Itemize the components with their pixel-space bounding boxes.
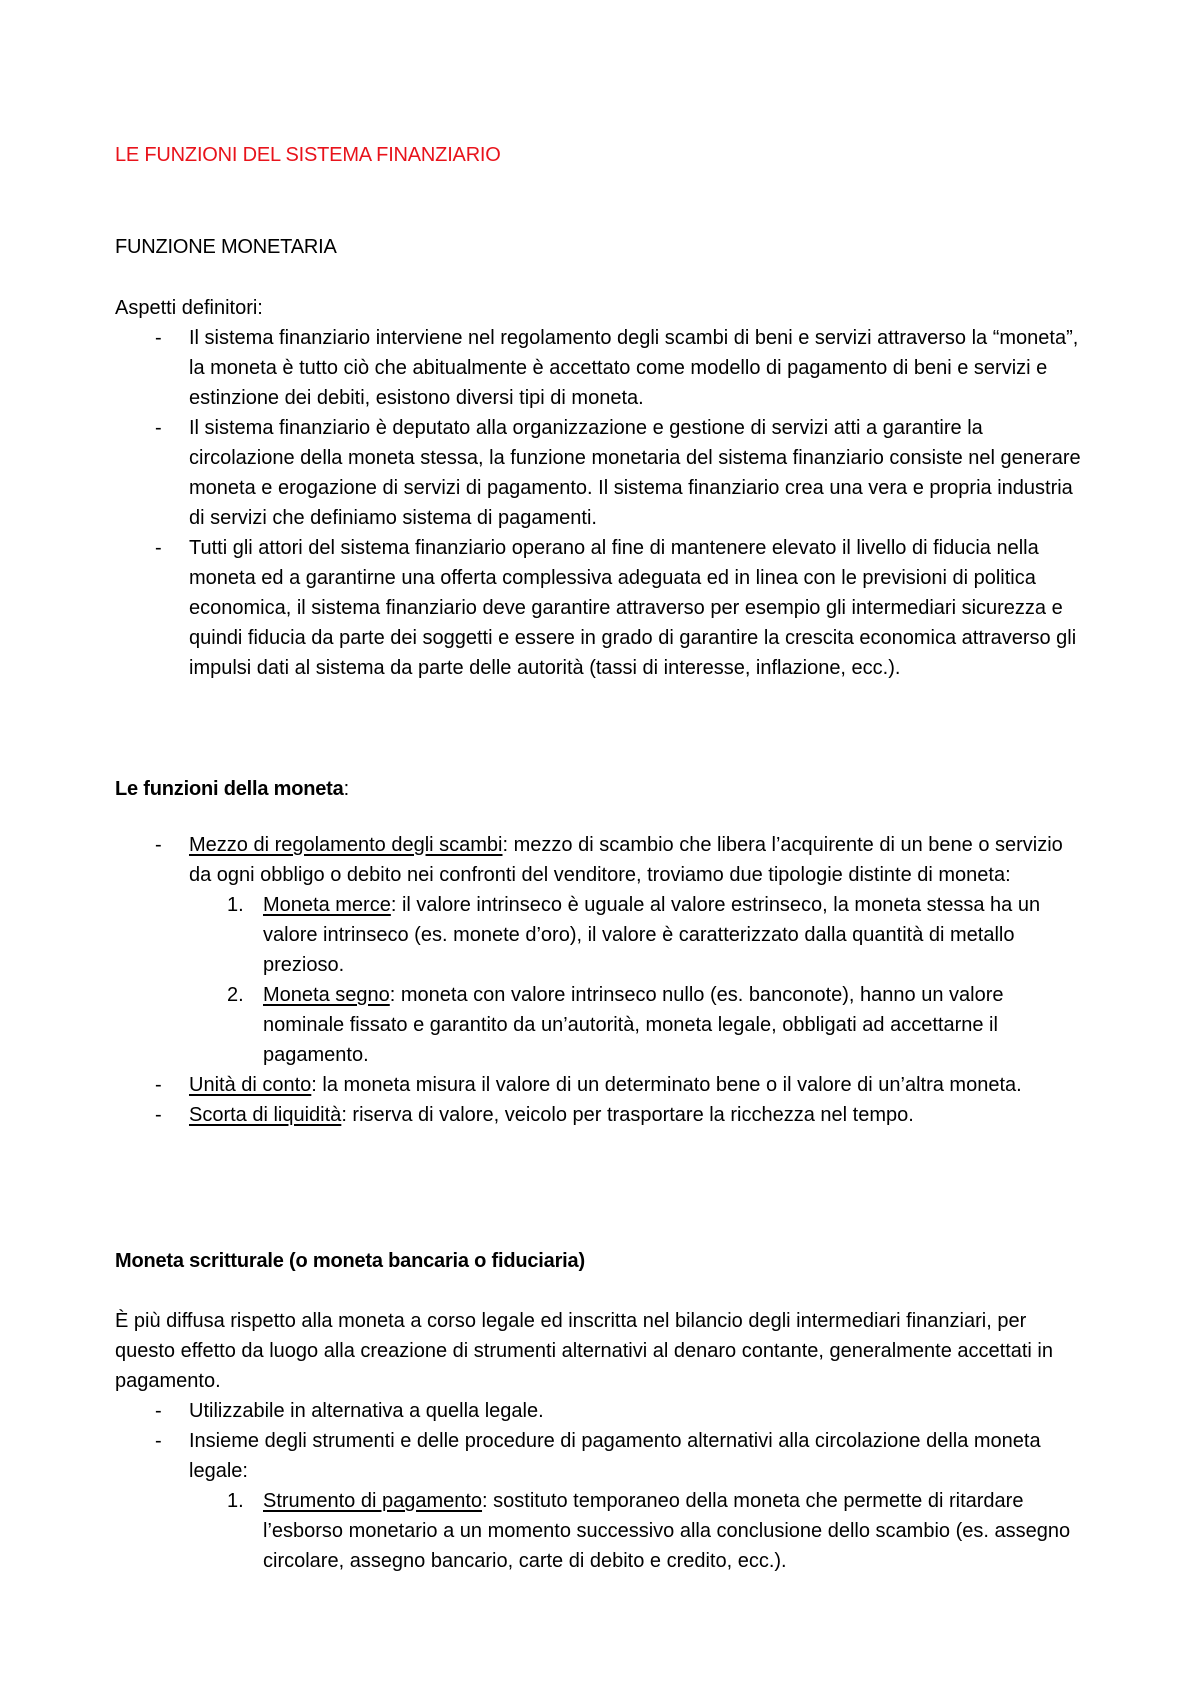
list-item bbox=[115, 1070, 1090, 1100]
numbered-item bbox=[189, 980, 1090, 1070]
term-description: : mezzo di scambio che libera l’acquirente di un bene o servizio da ogni obbligo o debito nei confronti del venditore, troviamo due tipologie distinte di moneta: bbox=[189, 834, 1063, 886]
heading-colon: : bbox=[343, 778, 349, 800]
item-number: 2. bbox=[227, 984, 244, 1006]
list-item: - Tutti gli attori del sistema finanziario operano al fine di mantenere elevato il livello di fiducia nella moneta ed a garantirne una offerta complessiva adeguata ed in linea con le previsioni di politica economica, il sistema finanziario deve garantire attraverso per esempio gli intermediari sicurezza e quindi fiducia da parte dei soggetti e essere in grado di garantire la crescita economica attraverso gli impulsi dati al sistema da parte delle autorità (tassi di interesse, inflazione, ecc.). bbox=[115, 533, 1090, 683]
term-moneta-segno: Moneta segno bbox=[263, 984, 390, 1006]
numbered-item bbox=[189, 1486, 1090, 1576]
list-item-text: Insieme degli strumenti e delle procedure di pagamento alternativi alla circolazione della moneta legale: bbox=[189, 1430, 1041, 1482]
term-description: : la moneta misura il valore di un determinato bene o il valore di un’altra moneta. bbox=[311, 1074, 1022, 1096]
term-moneta-merce: Moneta merce bbox=[263, 894, 391, 916]
term-unita-di-conto: Unità di conto bbox=[189, 1074, 312, 1096]
numbered-list bbox=[189, 1486, 1090, 1576]
numbered-list bbox=[189, 890, 1090, 1070]
list-item bbox=[115, 830, 1090, 1070]
item-number: 1. bbox=[227, 1490, 244, 1512]
bullet-list bbox=[115, 830, 1090, 1130]
section-heading-funzione-monetaria: FUNZIONE MONETARIA bbox=[115, 236, 337, 258]
item-number: 1. bbox=[227, 894, 244, 916]
document-title: LE FUNZIONI DEL SISTEMA FINANZIARIO bbox=[115, 144, 501, 166]
intro-text: Aspetti definitori: bbox=[115, 297, 263, 319]
section-heading-funzioni-moneta bbox=[115, 778, 349, 801]
term-scorta-di-liquidita: Scorta di liquidità bbox=[189, 1104, 342, 1126]
list-item bbox=[115, 1100, 1090, 1130]
term-mezzo-di-regolamento: Mezzo di regolamento degli scambi bbox=[189, 834, 503, 856]
term-description: : sostituto temporaneo della moneta che permette di ritardare l’esborso monetario a un momento successivo alla conclusione dello scambio (es. assegno circolare, assegno bancario, carte di debito e credito, ecc.). bbox=[263, 1490, 1071, 1572]
bullet-list bbox=[115, 323, 1090, 683]
term-description: : il valore intrinseco è uguale al valore estrinseco, la moneta stessa ha un valore intrinseco (es. monete d’oro), il valore è caratterizzato dalla quantità di metallo prezioso. bbox=[263, 894, 1041, 976]
list-item: - Il sistema finanziario interviene nel regolamento degli scambi di beni e servizi attraverso la “moneta”, la moneta è tutto ciò che abitualmente è accettato come modello di pagamento di beni e servizi e estinzione dei debiti, esistono diversi tipi di moneta. bbox=[115, 323, 1090, 413]
section-funzione-monetaria bbox=[115, 293, 1090, 683]
section-moneta-scritturale bbox=[115, 1306, 1090, 1576]
heading-bold-text: Le funzioni della moneta bbox=[115, 778, 344, 800]
list-item bbox=[115, 1426, 1090, 1576]
list-item: - Utilizzabile in alternativa a quella legale. bbox=[115, 1396, 1090, 1426]
section-heading-moneta-scritturale: Moneta scritturale (o moneta bancaria o fiduciaria) bbox=[115, 1250, 585, 1272]
numbered-item bbox=[189, 890, 1090, 980]
bullet-list bbox=[115, 1396, 1090, 1576]
section-funzioni-moneta bbox=[115, 830, 1090, 1130]
list-item: - Il sistema finanziario è deputato alla organizzazione e gestione di servizi atti a garantire la circolazione della moneta stessa, la funzione monetaria del sistema finanziario consiste nel generare moneta e erogazione di servizi di pagamento. Il sistema finanziario crea una vera e propria industria di servizi che definiamo sistema di pagamenti. bbox=[115, 413, 1090, 533]
term-description: : riserva di valore, veicolo per trasportare la ricchezza nel tempo. bbox=[341, 1104, 914, 1126]
term-strumento-di-pagamento: Strumento di pagamento bbox=[263, 1490, 483, 1512]
term-description: : moneta con valore intrinseco nullo (es. banconote), hanno un valore nominale fissato e garantito da un’autorità, moneta legale, obbligati ad accettarne il pagamento. bbox=[263, 984, 1004, 1066]
paragraph: È più diffusa rispetto alla moneta a corso legale ed inscritta nel bilancio degli intermediari finanziari, per questo effetto da luogo alla creazione di strumenti alternativi al denaro contante, generalmente accettati in pagamento. bbox=[115, 1310, 1053, 1392]
